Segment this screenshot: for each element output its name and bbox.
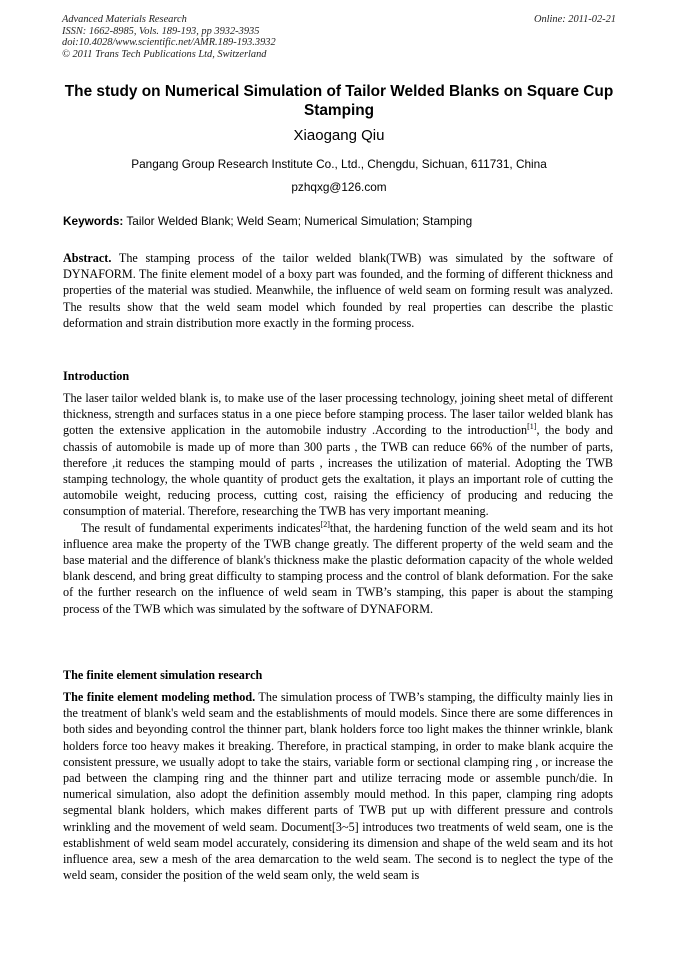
journal-name: Advanced Materials Research	[62, 14, 187, 25]
introduction-body	[63, 390, 613, 617]
paper-title: The study on Numerical Simulation of Tailor Welded Blanks on Square Cup Stamping	[64, 83, 614, 119]
citation-1: [1]	[527, 422, 537, 432]
author-email: pzhqxg@126.com	[291, 180, 387, 194]
copyright-line: © 2011 Trans Tech Publications Ltd, Switzerland	[62, 48, 267, 60]
fe-modeling-subheading: The finite element modeling method.	[63, 690, 256, 704]
journal-header	[62, 14, 616, 60]
keywords-text: Tailor Welded Blank; Weld Seam; Numerical Simulation; Stamping	[126, 214, 473, 228]
fe-simulation-body	[63, 689, 613, 883]
abstract-label: Abstract.	[63, 251, 112, 265]
doi-line: doi:10.4028/www.scientific.net/AMR.189-193.3932	[62, 37, 276, 49]
keywords	[63, 214, 623, 228]
author-name: Xiaogang Qiu	[293, 127, 385, 144]
abstract	[63, 250, 613, 331]
intro-paragraph-2: The result of fundamental experiments indicates[2]that, the hardening function of the weld seam and its hot influence area make the property of the TWB change greatly. The different property of the weld seam and the base material and the difference of blank's thickness make the plastic deformation capacity of the whole welded blank descend, and bring great difficulty to stamping process and the control of blank deformation. For the sake of the further research on the influence of weld seam in TWB’s stamping, this paper is about the stamping process of the TWB which was simulated by the software of DYNAFORM.	[63, 519, 613, 616]
fe-simulation-heading: The finite element simulation research	[63, 668, 263, 682]
introduction-heading: Introduction	[63, 369, 130, 383]
author-affiliation: Pangang Group Research Institute Co., Ltd., Chengdu, Sichuan, 611731, China	[131, 157, 547, 171]
issn-line: ISSN: 1662-8985, Vols. 189-193, pp 3932-3935	[62, 25, 260, 37]
citation-2: [2]	[320, 519, 330, 529]
fe-modeling-text: The simulation process of TWB’s stamping, the difficulty mainly lies in the treatment of blank's weld seam and the establishments of mould models. Since there are some differences in both sides and beyonding control the thinner part, blank holders force too light makes the thinner wrinkle, blank holders force too heavy makes it breaking. Therefore, in practical stamping, in order to make blank acquire the consistent pressure, we usually adopt to take the stairs, variable form or sectional clamping ring , or increase the pad between the clamping ring and the thinner part and utilize terracing mode or assemble punch/die. In numerical simulation, also adopt the definition assembly mould method. In this paper, clamping ring adopts segmental blank holders, which makes different parts of TWB put up with different pressure and controls wrinkling and the movement of weld seam. Document[3~5] introduces two treatments of weld seam, one is the establishment of weld seam model accurately, considering its dimension and shape of the weld seam and its hot influence area, sew a mesh of the area demarcation to the weld seam. The second is to neglect the type of the weld seam, consider the position of the weld seam only, the weld seam is	[63, 690, 613, 883]
keywords-label: Keywords:	[63, 214, 124, 228]
online-date: Online: 2011-02-21	[533, 14, 616, 25]
intro-paragraph-1: The laser tailor welded blank is, to make use of the laser processing technology, joining sheet metal of different thickness, strength and surfaces status in a one piece before stamping process. The laser tailor welded blank has gotten the extensive application in the automobile industry .According to the introduction[1], the body and chassis of automobile is made up of more than 300 parts , the TWB can reduce 66% of the number of parts, therefore ,it reduces the stamping mould of parts , increases the utilization of material. Adopting the TWB stamping technology, the whole quantity of product gets the exaltation, it plays an important role of cutting the automobile weight, reducing process, cutting cost, raising the efficiency of producing and reducing the consumption of material. Therefore, researching the TWB has very important meaning.	[63, 391, 613, 519]
abstract-text: The stamping process of the tailor welded blank(TWB) was simulated by the software of DYNAFORM. The finite element model of a boxy part was founded, and the forming of different thickness and properties of the material was studied. Meanwhile, the influence of weld seam on forming result was analyzed. The results show that the weld seam model which founded by real properties can describe the plastic deformation and strain distribution more exactly in the forming process.	[63, 251, 613, 330]
